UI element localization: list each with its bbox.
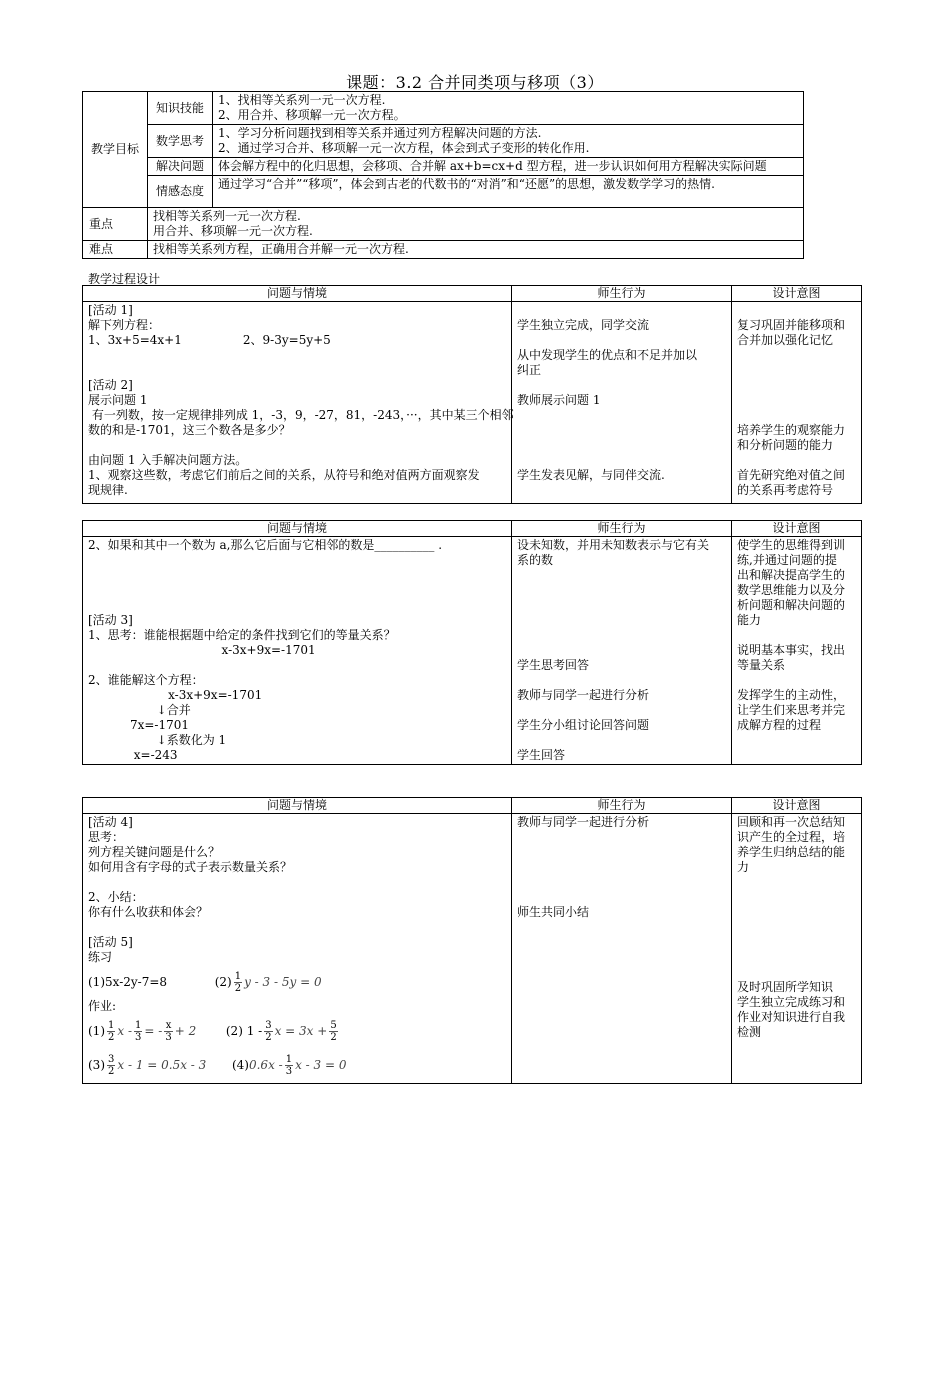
header-teacher-student: 师生行为 [512, 286, 732, 302]
process-table-1 [82, 285, 862, 504]
header-problem-context: 问题与情境 [83, 798, 512, 814]
process-label: 教学过程设计 [88, 272, 161, 286]
header-teacher-student: 师生行为 [512, 521, 732, 537]
practice-1: (1)5x-2y-7=8 [88, 975, 168, 989]
objective-text-attitude: 通过学习“合并”“移项”，体会到古老的代数书的“对消”和“还愿”的思想，激发数学学习的热情. [213, 176, 804, 208]
process-table-3 [82, 797, 862, 1084]
header-design-intent: 设计意图 [732, 521, 862, 537]
fraction: $\frac{1}{2}$ [234, 971, 242, 994]
objective-text-knowledge: 1、找相等关系列一元一次方程. 2、用合并、移项解一元一次方程。 [213, 92, 804, 125]
header-problem-context: 问题与情境 [83, 286, 512, 302]
table1-behavior-cell: 学生独立完成，同学交流 从中发现学生的优点和不足并加以 纠正 教师展示问题 1 学生发表见解，与同伴交流. [512, 302, 732, 504]
header-problem-context: 问题与情境 [83, 521, 512, 537]
homework-row-2: (3) $\frac{3}{2}$ x - 1 = 0.5x - 3 (4)0.6x - $\frac{1}{3}$ x - 3 = 0 [88, 1054, 347, 1077]
practice-row: (1)5x-2y-7=8 (2) $\frac{1}{2}$ y - 3 - 5y = 0 [88, 971, 322, 994]
page-title: 课题：3.2 合并同类项与移项（3） [346, 73, 604, 92]
header-teacher-student: 师生行为 [512, 798, 732, 814]
table2-intent-cell: 使学生的思维得到训 练,并通过问题的提 出和解决提高学生的 数学思维能力以及分 析问题和解决问题的 能力 说明基本事实，找出 等量关系 发挥学生的主动性， 让学生们来思考并完 成解方程的过程 [732, 537, 862, 765]
difficult-point-text: 找相等关系列方程，正确用合并解一元一次方程. [148, 241, 804, 259]
table1-intent-cell: 复习巩固并能移项和 合并加以强化记忆 培养学生的观察能力 和分析问题的能力 首先研究绝对值之间 的关系再考虑符号 [732, 302, 862, 504]
key-point-text: 找相等关系列一元一次方程. 用合并、移项解一元一次方程. [148, 208, 804, 241]
table2-problem-cell: 2、如果和其中一个数为 a,那么它后面与它相邻的数是__________ . [活动 3] 1、思考：谁能根据题中给定的条件找到它们的等量关系？ x-3x+9x=-1701 2、谁能解这个方程： x-3x+9x=-1701 ↓合并 7x=-1701 ↓系数化为 1 x=-243 [83, 537, 512, 765]
practice-2-label: (2) [214, 975, 232, 989]
process-table-2 [82, 520, 862, 765]
objectives-group-label: 教学目标 [83, 92, 148, 208]
table2-behavior-cell: 设未知数，并用未知数表示与它有关 系的数 学生思考回答 教师与同学一起进行分析 学生分小组讨论回答问题 学生回答 [512, 537, 732, 765]
key-point-label: 重点 [83, 208, 148, 241]
difficult-point-label: 难点 [83, 241, 148, 259]
objective-text-math-thinking: 1、学习分析问题找到相等关系并通过列方程解决问题的方法. 2、通过学习合并、移项解一元一次方程，体会到式子变形的转化作用. [213, 125, 804, 158]
objective-text-problem-solving: 体会解方程中的化归思想，会移项、合并解 ax+b=cx+d 型方程，进一步认识如何用方程解决实际问题 [213, 158, 804, 176]
objectives-table [82, 91, 804, 259]
table3-intent-cell: 回顾和再一次总结知 识产生的全过程，培 养学生归纳总结的能 力 及时巩固所学知识 学生独立完成练习和 作业对知识进行自我 检测 [732, 814, 862, 1084]
header-design-intent: 设计意图 [732, 798, 862, 814]
objective-label-knowledge: 知识技能 [148, 92, 213, 125]
homework-row-1: (1) $\frac{1}{2}$ x - $\frac{1}{3}$ = - $\frac{x}{3}$ + 2 (2) 1 - $\frac{3}{2}$ x = 3x + $\frac{5}{2}$ [88, 1020, 337, 1043]
table3-problem-cell: [活动 4] 思考： 列方程关键问题是什么？ 如何用含有字母的式子表示数量关系？ 2、小结： 你有什么收获和体会？ [活动 5] 练习 (1)5x-2y-7=8 (2) $\frac{1}{2}$ y - 3 - 5y = 0 作业: (1) $\frac{1}{2}$ x - $\frac{1}{3}$ = - $\frac{x}{3}$ + 2 (2) 1 - $\frac{3}{2}$ x = 3x + $\frac{5}{2}$ (3) $\frac{3}{2}$ x - 1 = 0.5x - 3 (4)0.6x - $\frac{1}{3}$ x - 3 = 0 [83, 814, 512, 1084]
objective-label-attitude: 情感态度 [148, 176, 213, 208]
table3-behavior-cell: 教师与同学一起进行分析 师生共同小结 [512, 814, 732, 1084]
objective-label-math-thinking: 数学思考 [148, 125, 213, 158]
header-design-intent: 设计意图 [732, 286, 862, 302]
homework-label: 作业: [88, 999, 117, 1013]
table1-problem-cell: [活动 1] 解下列方程： 1、3x+5=4x+1 2、9-3y=5y+5 [活动 2] 展示问题 1 有一列数，按一定规律排列成 1，-3，9，-27，81，-243，···，其中某三个相邻 数的和是-1701，这三个数各是多少？ 由问题 1 入手解决问题方法。 1、观察这些数，考虑它们前后之间的关系，从符号和绝对值两方面观察发 现规律. [83, 302, 512, 504]
objective-label-problem-solving: 解决问题 [148, 158, 213, 176]
